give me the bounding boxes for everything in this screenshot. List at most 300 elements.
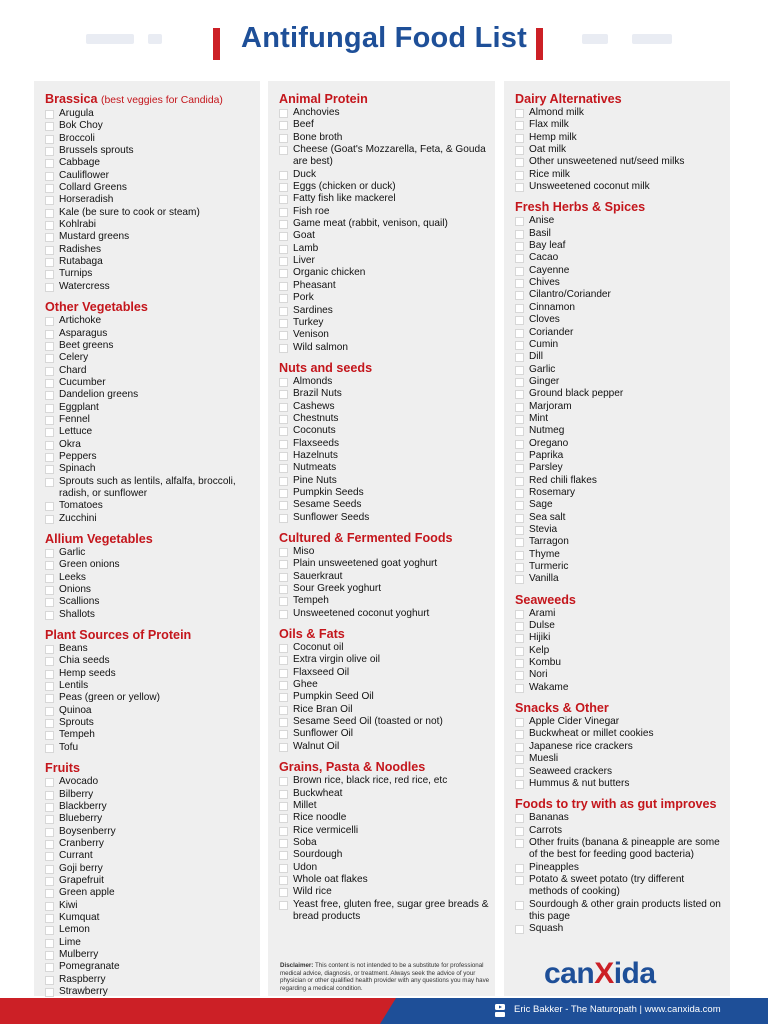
disclaimer-text: This content is not intended to be a substitute for professional medical advice, diagnosis, or treatment. Always seek the advice of your physician or other qualified health provider with any questions you may have regarding a medical condition. [280,962,490,992]
checkbox[interactable] [45,270,54,279]
checkbox[interactable] [279,245,288,254]
checkbox[interactable] [515,217,524,226]
checkbox[interactable] [279,269,288,278]
food-item [279,741,489,753]
checkbox[interactable] [515,925,524,934]
checkbox[interactable] [515,622,524,631]
food-item-label: Tempeh [293,595,329,607]
checkbox[interactable] [279,440,288,449]
food-item-label: Shallots [59,608,95,620]
food-section [279,531,489,620]
checkbox[interactable] [45,342,54,351]
food-item [45,402,254,414]
food-item [45,584,254,596]
food-section [279,760,489,923]
checkbox[interactable] [45,744,54,753]
food-item [45,863,254,875]
food-item-label: Goat [293,230,315,242]
checkbox[interactable] [279,171,288,180]
food-item [515,549,724,561]
checkbox[interactable] [279,452,288,461]
checkbox[interactable] [45,670,54,679]
checkbox[interactable] [45,549,54,558]
checkbox[interactable] [45,330,54,339]
food-item [45,789,254,801]
checkbox[interactable] [515,291,524,300]
checkbox[interactable] [45,317,54,326]
checkbox[interactable] [279,718,288,727]
checkbox[interactable] [279,427,288,436]
checkbox[interactable] [45,598,54,607]
checkbox[interactable] [279,307,288,316]
checkbox[interactable] [45,159,54,168]
checkbox[interactable] [45,209,54,218]
checkbox[interactable] [45,877,54,886]
checkbox[interactable] [45,465,54,474]
checkbox[interactable] [515,366,524,375]
checkbox[interactable] [279,146,288,155]
checkbox[interactable] [515,755,524,764]
checkbox[interactable] [515,183,524,192]
checkbox[interactable] [45,611,54,620]
logo-part-2: X [594,957,614,990]
checkbox[interactable] [45,902,54,911]
food-item [279,667,489,679]
checkbox[interactable] [45,682,54,691]
checkbox[interactable] [45,731,54,740]
checkbox[interactable] [515,427,524,436]
food-item [45,256,254,268]
food-item [45,463,254,475]
food-item [515,524,724,536]
checkbox[interactable] [279,876,288,885]
checkbox[interactable] [279,706,288,715]
checkbox[interactable] [45,283,54,292]
food-item [515,156,724,168]
logo-part-3: ida [613,957,656,990]
checkbox[interactable] [45,926,54,935]
checkbox[interactable] [515,477,524,486]
checkbox[interactable] [515,378,524,387]
checkbox[interactable] [45,707,54,716]
checkbox[interactable] [45,586,54,595]
food-item-label: Strawberry [59,986,108,997]
checkbox[interactable] [279,681,288,690]
canxida-logo [544,957,656,991]
checkbox[interactable] [45,645,54,654]
food-item-label: Rice Bran Oil [293,703,353,715]
food-item-label: Cashews [293,400,335,412]
checkbox[interactable] [279,597,288,606]
checkbox[interactable] [515,526,524,535]
checkbox[interactable] [45,441,54,450]
food-item [45,680,254,692]
checkbox[interactable] [515,316,524,325]
checkbox[interactable] [279,610,288,619]
checkbox[interactable] [279,294,288,303]
checkbox[interactable] [279,730,288,739]
food-item-label: Sprouts [59,717,94,729]
checkbox[interactable] [45,453,54,462]
checkbox[interactable] [279,415,288,424]
checkbox[interactable] [279,514,288,523]
food-item-label: Tarragon [529,536,569,548]
checkbox[interactable] [45,233,54,242]
checkbox[interactable] [279,827,288,836]
checkbox[interactable] [515,684,524,693]
food-item [515,825,724,837]
section-title-text: Allium Vegetables [45,532,153,546]
checkbox[interactable] [515,551,524,560]
food-item-label: Game meat (rabbit, venison, quail) [293,218,448,230]
food-item [279,775,489,787]
checkbox[interactable] [45,258,54,267]
food-item [45,207,254,219]
checkbox[interactable] [515,254,524,263]
checkbox[interactable] [45,354,54,363]
section-title [45,92,254,108]
food-item-label: Arugula [59,108,94,119]
checkbox[interactable] [45,515,54,524]
food-item [279,679,489,691]
checkbox[interactable] [515,768,524,777]
checkbox[interactable] [45,416,54,425]
checkbox[interactable] [279,693,288,702]
checkbox[interactable] [515,171,524,180]
checkbox[interactable] [515,279,524,288]
checkbox[interactable] [45,196,54,205]
checkbox[interactable] [515,109,524,118]
food-item-label: Brown rice, black rice, red rice, etc [293,775,448,787]
checkbox[interactable] [279,403,288,412]
food-item-label: Beans [59,643,88,655]
food-item-label: Green onions [59,559,120,571]
checkbox[interactable] [515,230,524,239]
food-item [45,826,254,838]
food-item [515,132,724,144]
checkbox[interactable] [45,963,54,972]
food-section [45,300,254,525]
checkbox[interactable] [515,452,524,461]
checkbox[interactable] [515,743,524,752]
checkbox[interactable] [279,790,288,799]
section-title-text: Fruits [45,761,80,776]
checkbox[interactable] [45,719,54,728]
food-item-label: Garlic [529,363,556,375]
section-title-text: Animal Protein [279,92,368,106]
section-title-text: Dairy Alternatives [515,92,622,106]
food-item [515,487,724,499]
checkbox[interactable] [515,390,524,399]
food-item-label: Cilantro/Coriander [529,289,611,301]
checkbox[interactable] [45,221,54,230]
checkbox[interactable] [279,477,288,486]
checkbox[interactable] [279,134,288,143]
checkbox[interactable] [279,839,288,848]
food-item-label: Cabbage [59,157,100,169]
checkbox[interactable] [279,585,288,594]
checkbox[interactable] [279,814,288,823]
checkbox[interactable] [45,889,54,898]
checkbox[interactable] [515,814,524,823]
food-item-label: Miso [293,546,315,557]
checkbox[interactable] [279,464,288,473]
food-item-label: Fatty fish like mackerel [293,193,396,205]
checkbox[interactable] [515,563,524,572]
food-item [45,157,254,169]
food-item [515,812,724,824]
food-item [515,228,724,240]
checkbox[interactable] [279,220,288,229]
checkbox[interactable] [515,464,524,473]
food-item [279,243,489,255]
checkbox[interactable] [515,718,524,727]
food-item [279,825,489,837]
food-item [515,289,724,301]
checkbox[interactable] [279,644,288,653]
food-item-label: Eggplant [59,401,99,413]
checkbox[interactable] [515,134,524,143]
checkbox[interactable] [45,828,54,837]
checkbox[interactable] [45,135,54,144]
checkbox[interactable] [515,876,524,885]
checkbox[interactable] [279,319,288,328]
food-item [45,717,254,729]
food-item-label: Other fruits (banana & pineapple are some of the best for feeding good bacteria) [529,836,720,861]
food-item-label: Walnut Oil [293,740,340,752]
food-item-label: Sesame Seeds [293,499,362,511]
checkbox[interactable] [515,839,524,848]
food-item-label: Sour Greek yoghurt [293,583,382,595]
checkbox[interactable] [45,914,54,923]
food-item-label: Yeast free, gluten free, sugar gree breads & bread products [293,898,489,922]
checkbox[interactable] [279,851,288,860]
food-item-label: Dandelion greens [59,389,139,401]
checkbox[interactable] [45,976,54,985]
checkbox[interactable] [45,391,54,400]
food-item-label: Kiwi [59,899,78,911]
youtube-icon[interactable] [494,1004,506,1018]
checkbox[interactable] [515,730,524,739]
checkbox[interactable] [45,791,54,800]
food-item-label: Almond milk [529,107,584,118]
checkbox[interactable] [279,501,288,510]
checkbox[interactable] [45,147,54,156]
food-item [515,302,724,314]
checkbox[interactable] [515,158,524,167]
checkbox[interactable] [515,329,524,338]
checkbox[interactable] [279,864,288,873]
food-list [279,642,489,753]
checkbox[interactable] [279,331,288,340]
checkbox[interactable] [515,827,524,836]
food-item-label: Lemon [59,924,90,936]
food-item [45,729,254,741]
checkbox[interactable] [279,121,288,130]
checkbox[interactable] [515,659,524,668]
checkbox[interactable] [45,110,54,119]
checkbox[interactable] [279,548,288,557]
food-item-label: Organic chicken [293,267,366,279]
checkbox[interactable] [45,988,54,997]
checkbox[interactable] [279,573,288,582]
checkbox[interactable] [279,344,288,353]
food-item [279,837,489,849]
food-item [45,887,254,899]
food-item-label: Radishes [59,243,102,255]
checkbox[interactable] [279,777,288,786]
food-section [45,761,254,998]
food-item-label: Nori [529,669,548,681]
checkbox[interactable] [279,656,288,665]
checkbox[interactable] [515,610,524,619]
food-item [279,193,489,205]
food-item-label: Chestnuts [293,412,339,424]
checkbox[interactable] [515,304,524,313]
checkbox[interactable] [45,840,54,849]
checkbox[interactable] [45,939,54,948]
food-item [279,317,489,329]
checkbox[interactable] [515,415,524,424]
checkbox[interactable] [515,864,524,873]
checkbox[interactable] [45,404,54,413]
checkbox[interactable] [45,694,54,703]
checkbox[interactable] [279,743,288,752]
checkbox[interactable] [279,901,288,910]
checkbox[interactable] [45,865,54,874]
checkbox[interactable] [45,379,54,388]
food-item-label: Scallions [59,596,100,608]
checkbox[interactable] [515,353,524,362]
checkbox[interactable] [45,778,54,787]
food-item-label: Sesame Seed Oil (toasted or not) [293,716,443,728]
food-section [45,92,254,293]
checkbox[interactable] [45,367,54,376]
food-item-label: Kumquat [59,911,100,923]
footer-text[interactable]: Eric Bakker - The Naturopath | www.canxida.com [514,1004,721,1015]
section-title-text: Brassica [45,92,98,106]
food-item-label: Venison [293,329,329,341]
checkbox[interactable] [279,390,288,399]
checkbox[interactable] [515,901,524,910]
checkbox[interactable] [515,647,524,656]
food-item-label: Extra virgin olive oil [293,654,380,666]
checkbox[interactable] [515,146,524,155]
food-item-label: Apple Cider Vinegar [529,716,620,728]
food-item-label: Bananas [529,812,569,824]
checkbox[interactable] [515,440,524,449]
section-title [515,593,724,608]
food-item [45,776,254,788]
food-item-label: Quinoa [59,704,92,716]
checkbox[interactable] [515,538,524,547]
food-item-label: Sprouts such as lentils, alfalfa, broccoli, radish, or sunflower [59,475,236,499]
checkbox[interactable] [515,575,524,584]
food-item-label: Arami [529,607,556,619]
food-item [279,899,489,924]
checkbox[interactable] [515,403,524,412]
food-item-label: Thyme [529,548,560,560]
checkbox[interactable] [279,208,288,217]
checkbox[interactable] [45,184,54,193]
section-title [45,300,254,315]
checkbox[interactable] [45,172,54,181]
food-item-label: Kombu [529,657,561,669]
checkbox[interactable] [45,478,54,487]
checkbox[interactable] [45,574,54,583]
food-item-label: Lentils [59,680,89,692]
food-item [515,462,724,474]
checkbox[interactable] [45,428,54,437]
food-item-label: Tempeh [59,729,95,741]
food-item [45,194,254,206]
food-item-label: Coconut oil [293,642,344,654]
food-item [279,181,489,193]
checkbox[interactable] [45,852,54,861]
food-item [515,837,724,862]
section-title-text: Seaweeds [515,592,576,607]
checkbox[interactable] [515,780,524,789]
food-item [515,645,724,657]
checkbox[interactable] [515,341,524,350]
section-title [45,532,254,547]
checkbox[interactable] [279,282,288,291]
checkbox[interactable] [515,501,524,510]
checkbox[interactable] [279,489,288,498]
checkbox[interactable] [515,634,524,643]
food-item-label: Sage [529,499,553,511]
checkbox[interactable] [45,561,54,570]
food-section [45,628,254,754]
checkbox[interactable] [279,560,288,569]
food-item-label: Sardines [293,304,333,316]
food-item [45,219,254,231]
checkbox[interactable] [45,122,54,131]
checkbox[interactable] [515,514,524,523]
food-item-label: Asparagus [59,327,108,339]
food-item [515,874,724,899]
checkbox[interactable] [279,195,288,204]
food-item-label: Collard Greens [59,182,127,194]
checkbox[interactable] [45,657,54,666]
checkbox[interactable] [515,489,524,498]
checkbox[interactable] [279,109,288,118]
checkbox[interactable] [45,502,54,511]
checkbox[interactable] [515,267,524,276]
food-item [279,206,489,218]
checkbox[interactable] [45,951,54,960]
checkbox[interactable] [515,242,524,251]
checkbox[interactable] [279,669,288,678]
checkbox[interactable] [279,378,288,387]
checkbox[interactable] [279,183,288,192]
checkbox[interactable] [279,802,288,811]
checkbox[interactable] [45,803,54,812]
food-item-label: Chard [59,364,87,376]
food-item-label: Tomatoes [59,500,103,512]
checkbox[interactable] [515,671,524,680]
checkbox[interactable] [45,246,54,255]
food-item-label: Pomegranate [59,961,120,973]
checkbox[interactable] [279,888,288,897]
food-item-label: Cloves [529,314,560,326]
food-item [279,462,489,474]
checkbox[interactable] [279,257,288,266]
checkbox[interactable] [45,815,54,824]
checkbox[interactable] [515,121,524,130]
section-title-text: Cultured & Fermented Foods [279,531,453,545]
checkbox[interactable] [279,232,288,241]
